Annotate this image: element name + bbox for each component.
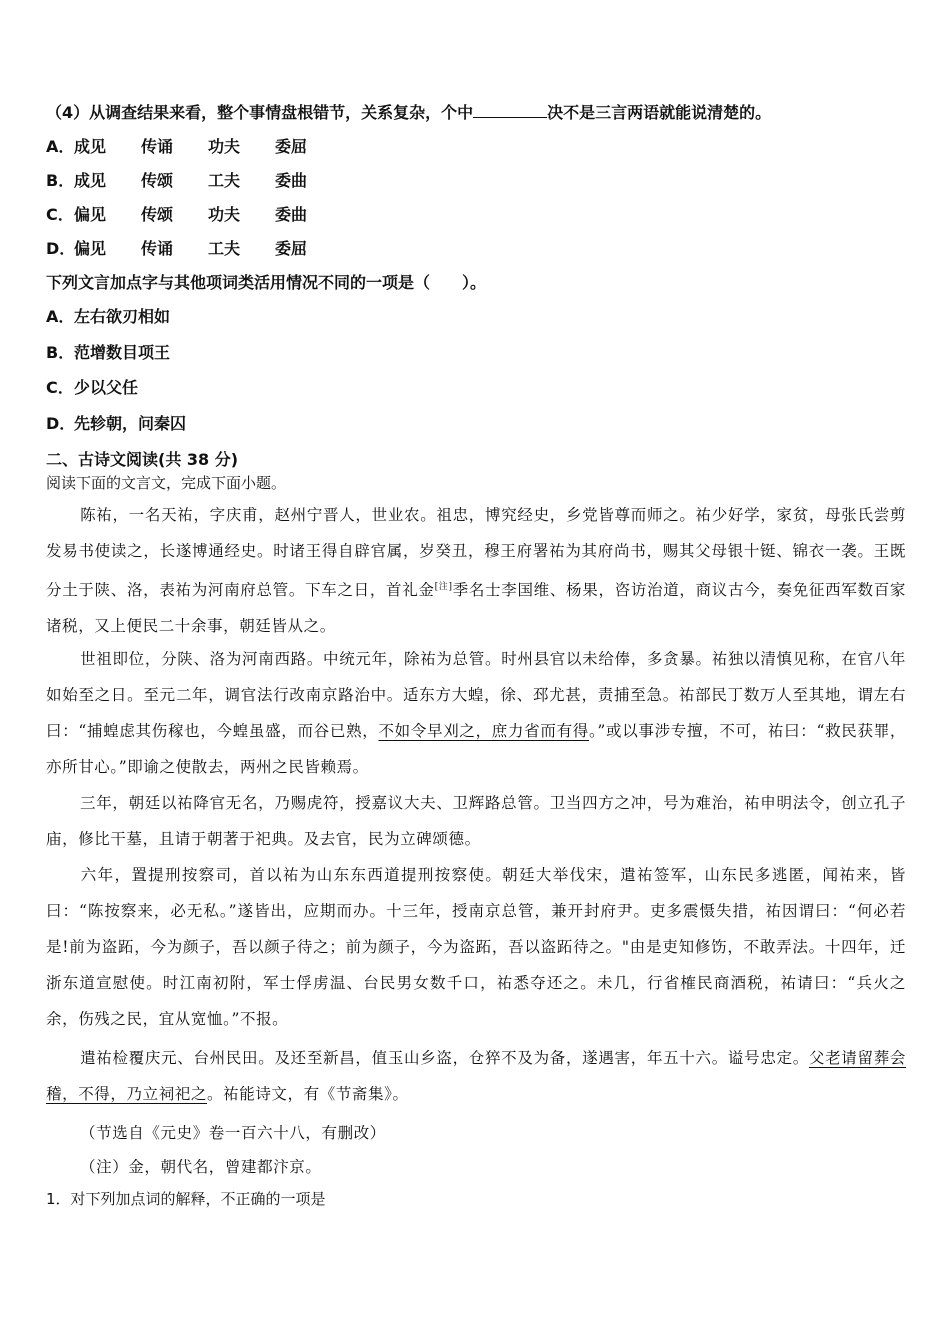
q4-option-a: A．成见 传诵 功夫 委屈 (46, 137, 308, 156)
answer-blank (473, 103, 547, 118)
section-title: 二、古诗文阅读(共 38 分) (46, 450, 239, 469)
wenyan-question-stem: 下列文言加点字与其他项词类活用情况不同的一项是（ ）。 (46, 273, 487, 292)
question-1-stem: 1．对下列加点词的解释，不正确的一项是 (46, 1190, 326, 1208)
passage-paragraph-4: 六年，置提刑按察司，首以祐为山东东西道提刑按察使。朝廷大举伐宋，遣祐签军，山东民多逃匿，闻祐来，皆曰：“陈按察来，必无私。”遂皆出，应期而办。十三年，授南京总管，兼开封府尹。吏多震慑失措，祐因谓曰：“何必若是!前为盗跖，今为颜子，吾以颜子待之；前为颜子，今为盗跖，吾以盗跖待之。"由是吏知修饬，不敢弄法。十四年，迁浙东道宣慰使。时江南初附，军士俘虏温、台民男女数千口，祐悉夺还之。未几，行省榷民商酒税，祐请曰：“兵火之余，伤残之民，宜从宽恤。”不报。 (46, 866, 906, 1028)
q4-option-b: B．成见 传颂 工夫 委曲 (46, 171, 308, 190)
question-4-suffix: 决不是三言两语就能说清楚的。 (547, 103, 772, 122)
question-4-prefix: （4）从调查结果来看，整个事情盘根错节，关系复杂，个中 (46, 103, 474, 122)
wenyan-option-c: C．少以父任 (46, 378, 139, 397)
q4-option-d: D．偏见 传诵 工夫 委屈 (46, 239, 308, 258)
passage-paragraph-3: 三年，朝廷以祐降官无名，乃赐虎符，授嘉议大夫、卫辉路总管。卫当四方之冲，号为难治，祐申明法令，创立孔子庙，修比干墓，且请于朝著于祀典。及去官，民为立碑颂德。 (46, 794, 906, 848)
q4-option-c: C．偏见 传颂 功夫 委曲 (46, 205, 308, 224)
question-4-stem (46, 100, 771, 123)
wenyan-option-b: B．范增数目项王 (46, 343, 171, 362)
passage-source: （节选自《元史》卷一百六十八，有删改） (80, 1124, 386, 1142)
section-intro: 阅读下面的文言文，完成下面小题。 (46, 474, 287, 492)
underlined-sentence-2: 父老请留葬会稽，不得，乃立祠祀之 (46, 1049, 906, 1103)
underlined-sentence-1: 不如令早刈之，庶力省而有得 (378, 722, 589, 740)
passage-footnote: （注）金，朝代名，曾建都汴京。 (80, 1158, 322, 1176)
passage-paragraph-1: 陈祐，一名天祐，字庆甫，赵州宁晋人，世业农。祖忠，博究经史，乡党皆尊而师之。祐少好学，家贫，母张氏尝剪发易书使读之，长遂博通经史。时诸王得自辟官属，岁癸丑，穆王府署祐为其府尚书，赐其父母银十铤、锦衣一袭。王既分土于陕、洛，表祐为河南府总管。下车之日，首礼金[注]季名士李国维、杨果，咨访治道，商议古今，奏免征西军数百家诸税，又上便民二十余事，朝廷皆从之。 (46, 506, 906, 636)
passage-paragraph-5: 遣祐检覆庆元、台州民田。及还至新昌，值玉山乡盗，仓猝不及为备，遂遇害，年五十六。谥号忠定。父老请留葬会稽，不得，乃立祠祀之。祐能诗文，有《节斋集》。 (46, 1049, 906, 1103)
wenyan-option-d: D．先轸朝，问秦囚 (46, 414, 187, 433)
footnote-marker: [注] (434, 582, 453, 592)
wenyan-option-a: A．左右欲刃相如 (46, 307, 171, 326)
passage-paragraph-2: 世祖即位，分陕、洛为河南西路。中统元年，除祐为总管。时州县官以未给俸，多贪暴。祐独以清慎见称，在官八年如始至之日。至元二年，调官法行改南京路治中。适东方大蝗，徐、邳尤甚，责捕至急。祐部民丁数万人至其地，谓左右曰：“捕蝗虑其伤稼也，今蝗虽盛，而谷已熟，不如令早刈之，庶力省而有得。”或以事涉专擅，不可，祐曰：“救民获罪，亦所甘心。”即谕之使散去，两州之民皆赖焉。 (46, 650, 906, 776)
